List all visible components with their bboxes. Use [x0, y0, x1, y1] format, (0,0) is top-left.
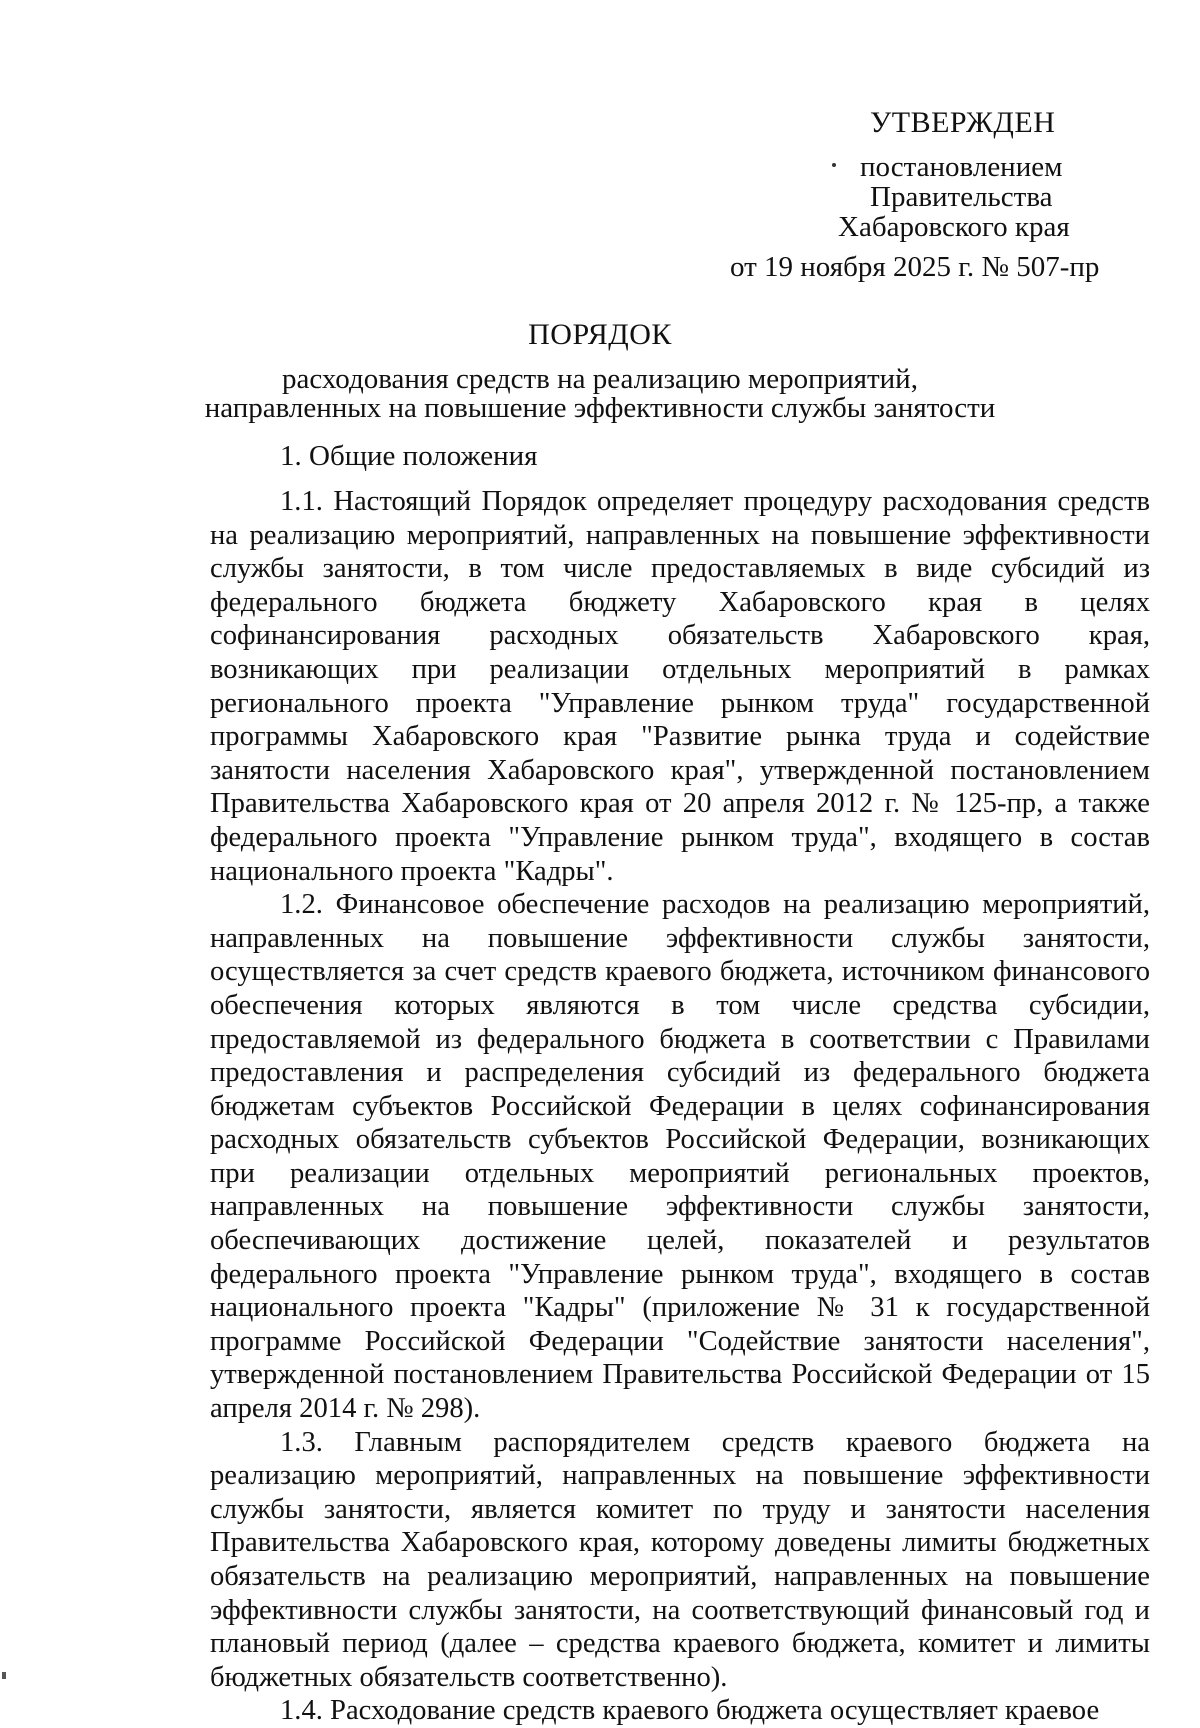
approval-stamp [730, 106, 1150, 283]
document-subtitle-line: направленных на повышение эффективности службы занятости [204, 392, 996, 424]
document-subtitle [0, 365, 1200, 423]
document-title: ПОРЯДОК [528, 318, 672, 351]
approval-line-region: Хабаровского края [838, 211, 1070, 243]
approval-line-date-number: от 19 ноября 2025 г. № 507-пр [730, 251, 1100, 283]
scan-edge-mark [2, 1672, 6, 1679]
paragraph-1-2: 1.2. Финансовое обеспечение расходов на реализацию мероприятий, направленных на повышение эффективности службы занятости, осуществляется за счет средств краевого бюджета, источником финансового обеспечения которых являются в том числе средства субсидии, предоставляемой из федерального бюджета в соответствии с Правилами предоставления и распределения субсидий из федерального бюджета бюджетам субъектов Российской Федерации в целях софинансирования расходных обязательств субъектов Российской Федерации, возникающих при реализации отдельных мероприятий региональных проектов, направленных на повышение эффективности службы занятости, обеспечивающих достижение целей, показателей и результатов федерального проекта "Управление рынком труда", входящего в состав национального проекта "Кадры" (приложение № 31 к государственной программе Российской Федерации "Содействие занятости населения", утвержденной постановлением Правительства Российской Федерации от 15 апреля 2014 г. № 298). [210, 889, 1150, 1425]
paragraph-1-1: 1.1. Настоящий Порядок определяет процедуру расходования средств на реализацию мероприятий, направленных на повышение эффективности службы занятости, в том числе предоставляемых в виде субсидий из федерального бюджета бюджету Хабаровского края в целях софинансирования расходных обязательств Хабаровского края, возникающих при реализации отдельных мероприятий в рамках регионального проекта "Управление рынком труда" государственной программы Хабаровского края "Развитие рынка труда и содействие занятости населения Хабаровского края", утвержденной постановлением Правительства Хабаровского края от 20 апреля 2012 г. № 125-пр, а также федерального проекта "Управление рынком труда", входящего в состав национального проекта "Кадры". [210, 486, 1150, 887]
section-body [210, 485, 1150, 1728]
document-subtitle-line: расходования средств на реализацию мероприятий, [282, 363, 918, 395]
approval-line-government: Правительства [870, 181, 1053, 213]
section-heading: 1. Общие положения [280, 440, 538, 472]
paragraph-1-3: 1.3. Главным распорядителем средств краевого бюджета на реализацию мероприятий, направленных на повышение эффективности службы занятости, является комитет по труду и занятости населения Правительства Хабаровского края, которому доведены лимиты бюджетных обязательств на реализацию мероприятий, направленных на повышение эффективности службы занятости, на соответствующий финансовый год и плановый период (далее – средства краевого бюджета, комитет и лимиты бюджетных обязательств соответственно). [210, 1426, 1150, 1693]
approval-line-resolution: постановлением [860, 151, 1063, 183]
approval-title: УТВЕРЖДЕН [870, 106, 1056, 139]
paragraph-1-4: 1.4. Расходование средств краевого бюджета осуществляет краевое [280, 1695, 1100, 1727]
